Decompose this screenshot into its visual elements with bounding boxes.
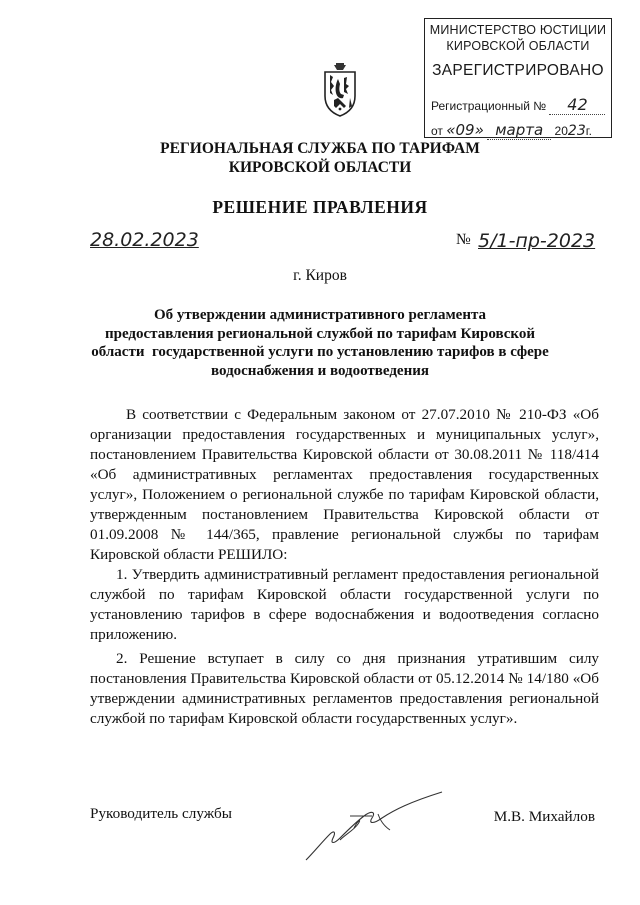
stamp-date-day: «09» [446, 121, 484, 139]
stamp-reg-number: 42 [549, 95, 605, 115]
kirov-region-coat-of-arms-icon [322, 62, 358, 123]
handwritten-signature-icon [300, 786, 450, 871]
document-number: 5/1-пр-2023 [478, 230, 596, 252]
stamp-year-abbr: г. [585, 124, 592, 138]
subject-line2: предоставления региональной службой по тарифам Кировской [104, 325, 536, 342]
registration-stamp [424, 18, 612, 138]
body-item-2: 2. Решение вступает в силу со дня признания утратившим силу постановления Правительства Кировской области от 05.12.2014 № 14/180 «Об утверждении административных регламентов предоставления региональной службой по тарифам Кировской области государственных услуг». [90, 650, 599, 727]
stamp-registered: ЗАРЕГИСТРИРОВАНО [432, 62, 604, 79]
document-city: г. Киров [293, 267, 347, 284]
document-body [90, 405, 599, 729]
stamp-ministry-line2: КИРОВСКОЙ ОБЛАСТИ [446, 39, 590, 53]
stamp-date-month: марта [487, 121, 551, 140]
stamp-reg-number-row [431, 95, 605, 115]
organization-line2: КИРОВСКОЙ ОБЛАСТИ [228, 159, 412, 176]
stamp-ministry-line1: МИНИСТЕРСТВО ЮСТИЦИИ [429, 23, 607, 37]
stamp-date-prefix: от [431, 124, 443, 138]
organization-line1: РЕГИОНАЛЬНАЯ СЛУЖБА ПО ТАРИФАМ [160, 140, 480, 157]
body-paragraph-preamble: В соответствии с Федеральным законом от 27.07.2010 № 210-ФЗ «Об организации предоставления государственных и муниципальных услуг», постановлением Правительства Кировской области от 30.08.2011 № 118/414 «Об административных регламентах предоставления государственных услуг», Положением о региональной службе по тарифам Кировской области, утвержденным постановлением Правительства Кировской области от 01.09.2008 № 144/365, правление региональной службы по тарифам Кировской области РЕШИЛО: [90, 406, 599, 563]
stamp-date-row [431, 121, 592, 140]
subject-line4: водоснабжения и водоотведения [211, 362, 429, 379]
stamp-year-prefix: 20 [554, 124, 568, 138]
document-number-label: № [456, 231, 471, 248]
subject-line3: области государственной услуги по установлению тарифов в сфере [91, 344, 549, 360]
signatory-name: М.В. Михайлов [493, 808, 595, 825]
body-item-1: 1. Утвердить административный регламент предоставления региональной службой по тарифам Кировской области государственной услуги по установлению тарифов в сфере водоснабжения и водоотведения согласно приложению. [90, 566, 599, 643]
document-subject [0, 306, 640, 380]
stamp-reg-label: Регистрационный № [431, 99, 547, 113]
organization-name [0, 139, 640, 177]
document-title: РЕШЕНИЕ ПРАВЛЕНИЯ [212, 197, 428, 217]
subject-line1: Об утверждении административного регламента [153, 307, 487, 323]
signatory-position: Руководитель службы [90, 805, 232, 822]
stamp-year-suffix: 23 [567, 123, 586, 139]
document-date: 28.02.2023 [90, 229, 199, 251]
